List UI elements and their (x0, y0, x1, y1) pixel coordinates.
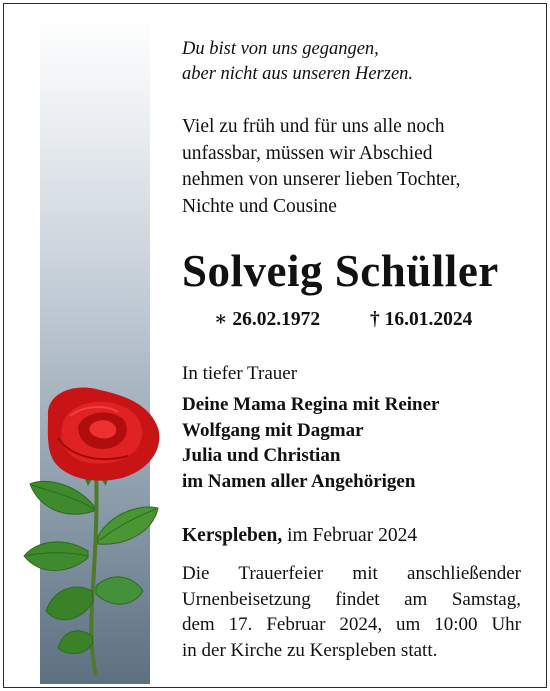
intro-text (182, 114, 461, 220)
service-info (182, 561, 521, 663)
deceased-name: Solveig Schüller (182, 246, 499, 296)
family-list (182, 392, 440, 494)
family-line: Wolfgang mit Dagmar (182, 419, 364, 441)
quote (182, 37, 413, 87)
intro-line: Viel zu früh und für uns alle noch (182, 116, 445, 137)
intro-line: unfassbar, müssen wir Abschied (182, 142, 433, 164)
family-line: Julia und Christian (182, 445, 341, 466)
intro-line: Nichte und Cousine (182, 195, 337, 217)
rose-image (18, 386, 168, 676)
mourning-intro: In tiefer Trauer (182, 363, 298, 384)
birth-date: ∗ 26.02.1972 (214, 309, 321, 330)
service-line: Die Trauerfeier mit anschließender (182, 563, 521, 584)
service-line: Urnenbeisetzung findet am Samstag, (182, 588, 521, 610)
family-line: Deine Mama Regina mit Reiner (182, 394, 440, 415)
quote-line: aber nicht aus unseren Herzen. (182, 64, 414, 84)
date-text: im Februar 2024 (282, 525, 418, 546)
place-name: Kerspleben, (182, 525, 283, 546)
quote-line: Du bist von uns gegangen, (182, 39, 379, 59)
family-line: im Namen aller Angehörigen (182, 470, 416, 492)
place-date (182, 524, 417, 548)
service-line: dem 17. Februar 2024, um 10:00 Uhr (182, 614, 521, 635)
death-date: † 16.01.2024 (370, 309, 473, 330)
service-line: in der Kirche zu Kerspleben statt. (182, 639, 438, 661)
intro-line: nehmen von unserer lieben Tochter, (182, 169, 461, 190)
